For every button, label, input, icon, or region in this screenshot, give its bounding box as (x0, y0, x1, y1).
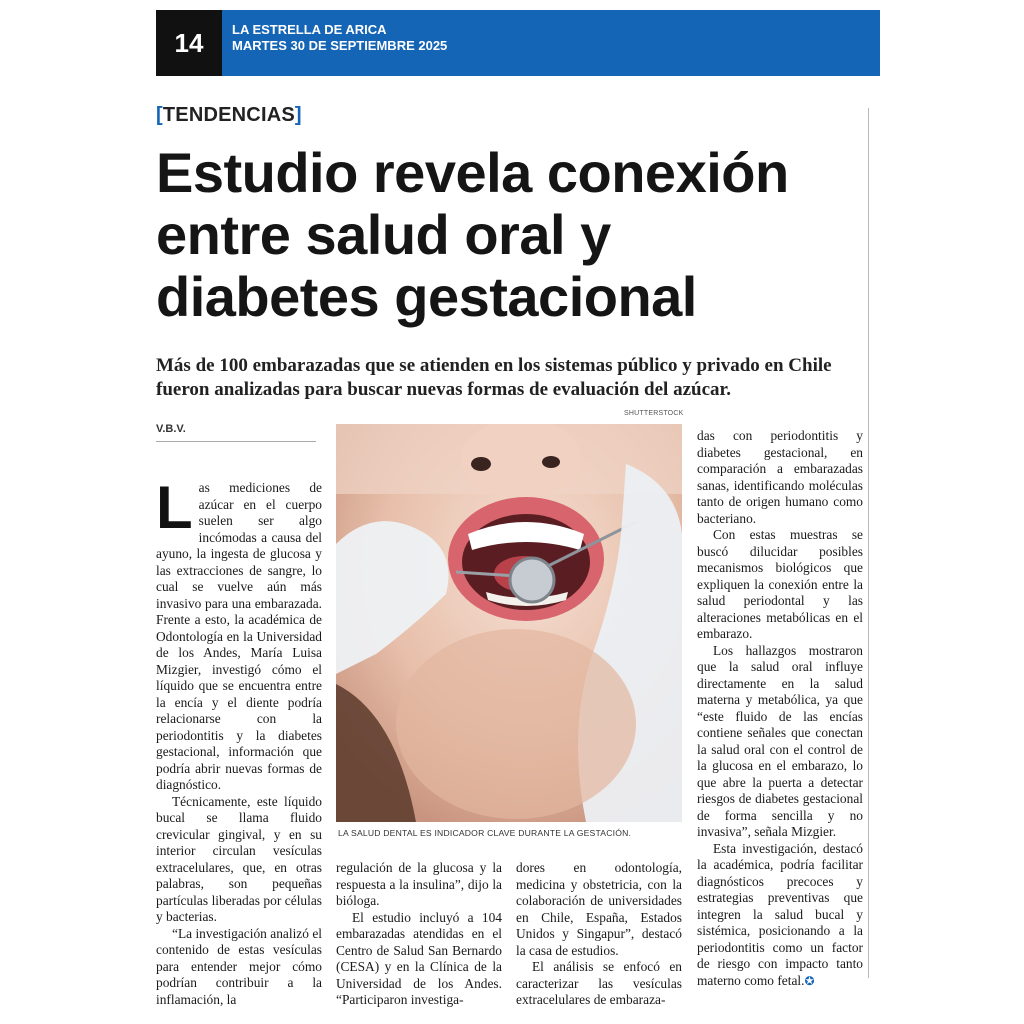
paragraph: El análisis se enfocó en caracterizar las vesículas extracelulares de embaraza- (516, 959, 682, 1007)
photo-caption: LA SALUD DENTAL ES INDICADOR CLAVE DURANTE LA GESTACIÓN. (338, 828, 632, 838)
article-column-4 (697, 428, 863, 989)
section-tag (156, 104, 302, 127)
masthead (156, 10, 880, 76)
article-column-3 (516, 860, 682, 1009)
page-number: 14 (156, 10, 222, 76)
paragraph: Con estas muestras se buscó dilucidar posibles mecanismos biológicos que expliquen la conexión entre la salud periodontal y las alteraciones metabólicas en el embarazo. (697, 527, 863, 641)
end-mark-icon: ✪ (804, 973, 815, 988)
paragraph: Esta investigación, destacó la académica, podría facilitar diagnósticos precoces y estrategias preventivas que integren la salud bucal y sistémica, posicionando a la periodontitis como un factor de riesgo con impacto tanto materno como fetal.✪ (697, 840, 863, 988)
paragraph: El estudio incluyó a 104 embarazadas atendidas en el Centro de Salud San Bernardo (CESA) y en la Clínica de la Universidad de los Andes. “Participaron investiga- (336, 909, 502, 1007)
section-tag-label: TENDENCIAS (162, 104, 295, 126)
paragraph: regulación de la glucosa y la respuesta a la insulina”, dijo la bióloga. (336, 860, 502, 908)
bracket-open: [ (156, 104, 163, 126)
byline: V.B.V. (156, 423, 186, 435)
publication-name: LA ESTRELLA DE ARICA (232, 22, 387, 37)
paragraph: das con periodontitis y diabetes gestacional, en comparación a embarazadas sanas, identificando moléculas tanto de origen humano como bacteriano. (697, 428, 863, 526)
headline (156, 142, 876, 328)
headline-line-2: entre salud oral y (156, 203, 611, 266)
column-rule (868, 108, 869, 978)
article-column-1 (156, 474, 322, 1008)
photo-credit: SHUTTERSTOCK (624, 410, 684, 417)
paragraph: Las mediciones de azúcar en el cuerpo suelen ser algo incómodas a causa del ayuno, la ingesta de glucosa y las extracciones de sangre, lo cual se vuelve aún más invasivo para una embarazada. Frente a esto, la académica de Odontología en la Universidad de los Andes, María Luisa Mizgier, investigó cómo el líquido que se encuentra entre la encía y el diente podría relacionarse con la periodontitis y la diabetes gestacional, información que podría abrir nuevas formas de diagnóstico. (156, 474, 322, 792)
paragraph: Los hallazgos mostraron que la salud oral influye directamente en la salud materna y metabólica, ya que “este fluido de las encías contiene señales que conectan la salud oral con el control de la glucosa en el embarazo, lo que abre la puerta a detectar riesgos de diabetes gestacional de forma sencilla y no invasiva”, señala Mizgier. (697, 642, 863, 839)
photo-illustration (336, 424, 682, 822)
byline-rule (156, 441, 316, 442)
paragraph: dores en odontología, medicina y obstetricia, con la colaboración de universidades en Chile, España, Estados Unidos y Singapur”, destacó la casa de estudios. (516, 860, 682, 958)
dental-exam-photo (336, 424, 682, 822)
article-column-2 (336, 860, 502, 1009)
headline-line-3: diabetes gestacional (156, 265, 697, 328)
publication-date: MARTES 30 DE SEPTIEMBRE 2025 (232, 38, 448, 53)
masthead-text (222, 10, 447, 76)
paragraph: Técnicamente, este líquido bucal se llama fluido crevicular gingival, y en su interior circulan vesículas extracelulares, que, en otras palabras, son pequeñas partículas liberadas por células y bacterias. (156, 793, 322, 924)
bracket-close: ] (294, 104, 302, 126)
deck: Más de 100 embarazadas que se atienden en los sistemas público y privado en Chile fueron analizadas para buscar nuevas formas de evaluación del azúcar. (156, 355, 832, 400)
paragraph: “La investigación analizó el contenido de estas vesículas para entender mejor cómo podrían contribuir a la inflamación, la (156, 925, 322, 1007)
headline-line-1: Estudio revela conexión (156, 141, 789, 204)
dropcap: L (156, 474, 193, 541)
